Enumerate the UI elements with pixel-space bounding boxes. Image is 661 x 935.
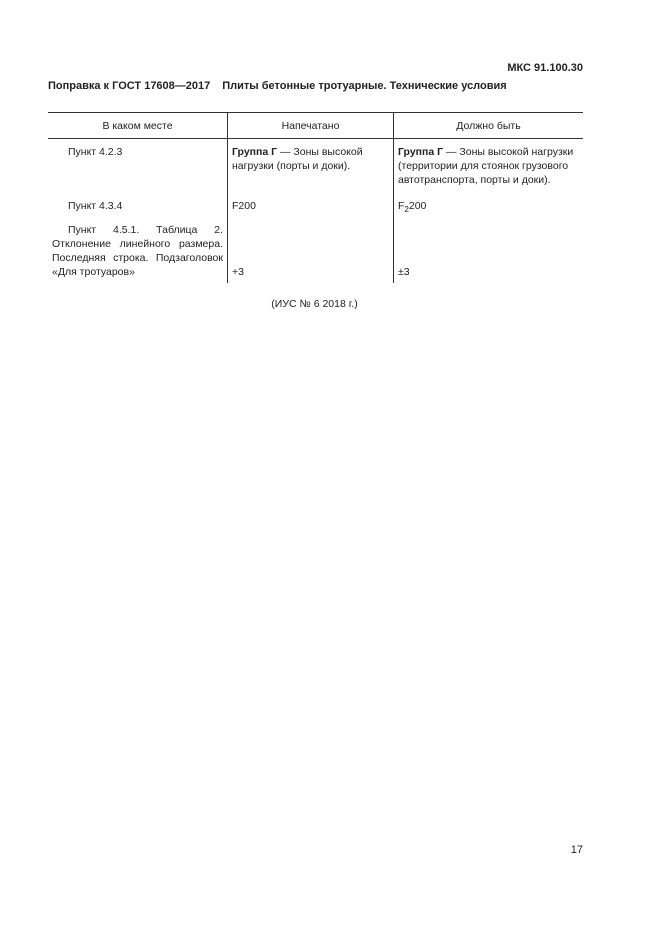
row-printed: F200: [228, 193, 394, 217]
mks-code: МКС 91.100.30: [507, 62, 583, 74]
row-should-be: [394, 193, 584, 217]
printed-text: — Зоны высокой нагрузки (порты и доки).: [232, 146, 363, 172]
table-row: [48, 217, 583, 283]
standard-title: Плиты бетонные тротуарные. Технические условия: [222, 80, 507, 92]
row-printed: [228, 139, 394, 194]
should-tail: 200: [408, 200, 427, 212]
ius-reference: (ИУС № 6 2018 г.): [271, 298, 358, 310]
should-text: — Зоны высокой нагрузки (территории для стоянок грузового автотранспорта, порты и доки).: [398, 146, 574, 186]
column-header-place: В каком месте: [48, 113, 228, 139]
should-group-label: Группа Г: [398, 146, 444, 158]
table-row: [48, 139, 583, 194]
row-printed: +3: [228, 217, 394, 283]
column-header-should-be: Должно быть: [394, 113, 584, 139]
table-header-row: [48, 113, 583, 139]
should-subscript: 2: [404, 205, 409, 214]
correction-label: Поправка к ГОСТ 17608—2017: [48, 80, 211, 92]
printed-group-label: Группа Г: [232, 146, 278, 158]
row-should-be: [394, 139, 584, 194]
table-row: [48, 193, 583, 217]
correction-table: [48, 112, 583, 283]
page-number: 17: [570, 844, 583, 856]
column-header-printed: Напечатано: [228, 113, 394, 139]
row-place: Пункт 4.3.4: [68, 200, 123, 212]
row-place: Пункт 4.5.1. Таблица 2. Отклонение линейного размера. Последняя строка. Подзаголовок «Для тротуаров»: [52, 224, 223, 278]
should-main: F: [398, 200, 405, 212]
document-title: [48, 80, 507, 92]
row-should-be: ±3: [394, 217, 584, 283]
row-place: Пункт 4.2.3: [68, 146, 123, 158]
